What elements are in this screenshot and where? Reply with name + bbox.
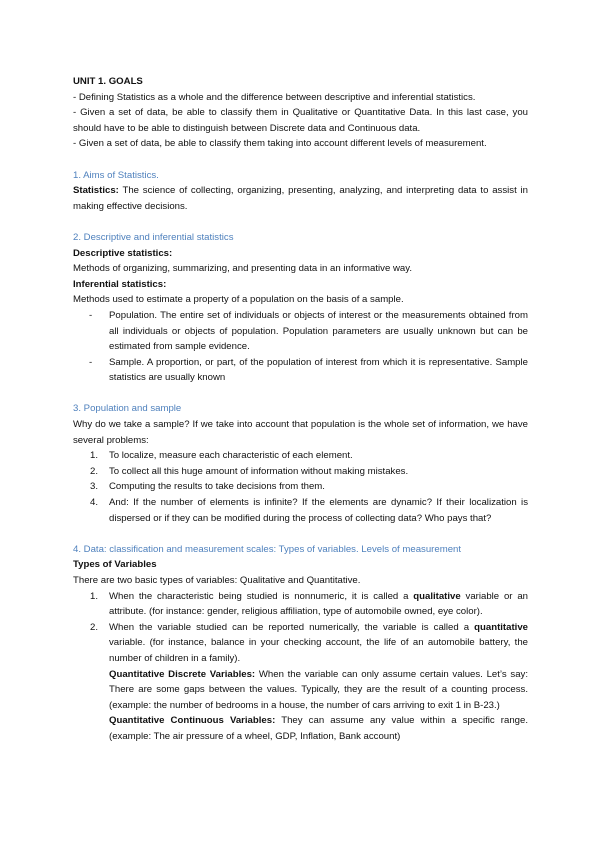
statistics-definition-text: The science of collecting, organizing, presenting, analyzing, and interpreting data to assist in making effective decisions. — [73, 185, 528, 212]
unit-title: UNIT 1. GOALS — [73, 76, 143, 87]
list-item — [73, 308, 528, 355]
list-item-text: variable or an attribute. (for instance: gender, religious affiliation, type of automobile owned, eye color). — [109, 590, 528, 618]
list-marker: - — [89, 356, 93, 368]
variable-types-list — [73, 589, 528, 667]
list-item — [73, 464, 528, 480]
list-item-text: Population. The entire set of individuals or objects of interest or the measurements obtained from all individuals or objects of population. Population parameters are usually unknown but can be estimated from sample evidence. — [109, 309, 528, 353]
quantitative-term: quantitative — [474, 621, 528, 633]
section-heading-descriptive-inferential: 2. Descriptive and inferential statistics — [73, 231, 234, 243]
goal-item: - Defining Statistics as a whole and the difference between descriptive and inferential statistics. — [73, 91, 476, 103]
goal-item: - Given a set of data, be able to classify them taking into account different levels of measurement. — [73, 138, 487, 150]
list-item — [73, 479, 528, 495]
qualitative-term: qualitative — [413, 590, 461, 602]
sample-intro: Why do we take a sample? If we take into account that population is the whole set of information, we have several problems: — [73, 419, 528, 446]
list-item — [73, 448, 528, 464]
list-item — [73, 589, 528, 620]
list-item-text: When the variable studied can be reported numerically, the variable is called a — [109, 621, 475, 633]
types-of-variables-label: Types of Variables — [73, 559, 157, 571]
descriptive-text: Methods of organizing, summarizing, and presenting data in an informative way. — [73, 263, 412, 275]
list-item-text: To collect all this huge amount of information without making mistakes. — [109, 465, 409, 477]
continuous-label: Quantitative Continuous Variables: — [109, 715, 276, 727]
section-heading-data-classification: 4. Data: classification and measurement scales: Types of variables. Levels of measurement — [73, 543, 462, 555]
list-item-text: Computing the results to take decisions from them. — [109, 481, 325, 493]
list-item-text: variable. (for instance, balance in your checking account, the life of an automobile battery, the number of children in a family). — [109, 637, 528, 664]
list-item — [73, 355, 528, 386]
inferential-text: Methods used to estimate a property of a population on the basis of a sample. — [73, 294, 404, 306]
section-heading-aims: 1. Aims of Statistics. — [73, 169, 159, 181]
list-marker: - — [89, 309, 93, 321]
list-item-text: To localize, measure each characteristic of each element. — [109, 450, 353, 462]
list-marker: 4. — [90, 497, 99, 509]
list-item-text: When the characteristic being studied is nonnumeric, it is called a — [109, 590, 414, 602]
list-item-text: And: If the number of elements is infinite? If the elements are dynamic? If their localization is dispersed or if they can be modified during the process of collecting data? Who pays that? — [109, 497, 528, 524]
discrete-text: When the variable can only assume certain values. Let’s say: There are some gaps between the values. Typically, they are the result of a counting process. (example: the number of bedrooms in a house, the number of cars arriving to exit 1 in B-23.) — [109, 668, 528, 711]
descriptive-label: Descriptive statistics: — [73, 247, 173, 259]
continuous-variables-paragraph — [73, 713, 528, 744]
goal-item: - Given a set of data, be able to classify them in Qualitative or Quantitative Data. In this last case, you should have to be able to distinguish between Discrete data and Continuous data. — [73, 107, 528, 134]
list-marker: 1. — [90, 590, 99, 602]
list-marker: 2. — [90, 465, 99, 477]
discrete-variables-paragraph — [73, 667, 528, 714]
statistics-definition — [73, 183, 528, 214]
problems-list — [73, 448, 528, 526]
continuous-text: They can assume any value within a specific range. (example: The air pressure of a wheel, GDP, Inflation, Bank account) — [109, 715, 528, 742]
population-sample-list — [73, 308, 528, 386]
list-marker: 2. — [90, 621, 99, 633]
list-marker: 3. — [90, 481, 99, 493]
variables-intro: There are two basic types of variables: Qualitative and Quantitative. — [73, 575, 361, 586]
list-marker: 1. — [90, 450, 99, 462]
section-heading-population-sample: 3. Population and sample — [73, 403, 182, 415]
discrete-label: Quantitative Discrete Variables: — [109, 668, 256, 680]
inferential-label: Inferential statistics: — [73, 278, 167, 290]
list-item — [73, 495, 528, 526]
list-item-text: Sample. A proportion, or part, of the population of interest from which it is representative. Sample statistics are usually known — [109, 356, 528, 384]
list-item — [73, 620, 528, 667]
statistics-term: Statistics: — [73, 185, 119, 197]
